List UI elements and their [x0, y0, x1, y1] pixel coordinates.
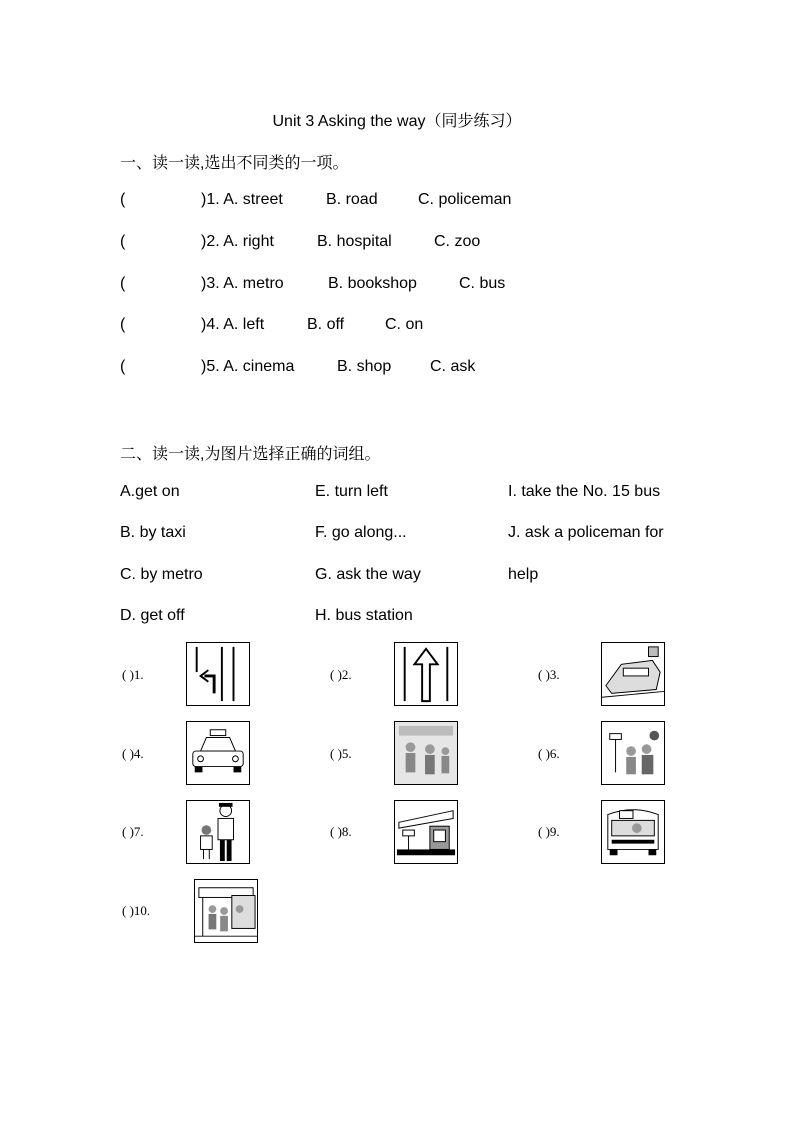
- picture-label[interactable]: ( )9.: [538, 824, 560, 839]
- phrase-option: C. by metro: [120, 566, 203, 583]
- picture-label[interactable]: ( )6.: [538, 746, 560, 761]
- question-option-a: )1. A. street: [201, 191, 283, 208]
- section2-heading: 二、读一读,为图片选择正确的词组。: [120, 446, 381, 463]
- phrase-option: F. go along...: [315, 524, 407, 541]
- phrase-option: A.get on: [120, 483, 180, 500]
- question-option-b: B. hospital: [317, 233, 392, 250]
- question-option-c: C. on: [385, 316, 424, 333]
- question-option-b: B. road: [326, 191, 378, 208]
- bus-station-image: [394, 800, 458, 864]
- phrase-option: help: [508, 566, 539, 583]
- phrase-option: H. bus station: [315, 607, 413, 624]
- phrase-option: J. ask a policeman for: [508, 524, 664, 541]
- question-option-c: C. zoo: [434, 233, 481, 250]
- question-option-a: )5. A. cinema: [201, 358, 295, 375]
- answer-paren[interactable]: (: [120, 275, 126, 292]
- answer-paren[interactable]: (: [120, 358, 126, 375]
- ask-the-way-image: [601, 721, 665, 785]
- section1-heading: 一、读一读,选出不同类的一项。: [120, 155, 349, 172]
- number-bus-image: [601, 800, 665, 864]
- taxi-image: [186, 721, 250, 785]
- phrase-option: B. by taxi: [120, 524, 186, 541]
- picture-label[interactable]: ( )4.: [122, 746, 144, 761]
- bus-passengers-image: [394, 721, 458, 785]
- question-option-c: C. ask: [430, 358, 476, 375]
- answer-paren[interactable]: (: [120, 191, 126, 208]
- picture-label[interactable]: ( )5.: [330, 746, 352, 761]
- picture-label[interactable]: ( )2.: [330, 667, 352, 682]
- page-title: Unit 3 Asking the way（同步练习）: [272, 113, 522, 130]
- question-option-c: C. bus: [459, 275, 506, 292]
- question-option-a: )3. A. metro: [201, 275, 284, 292]
- picture-label[interactable]: ( )8.: [330, 824, 352, 839]
- metro-train-image: [601, 642, 665, 706]
- question-option-a: )4. A. left: [201, 316, 265, 333]
- picture-label[interactable]: ( )1.: [122, 667, 144, 682]
- phrase-option: I. take the No. 15 bus: [508, 483, 661, 500]
- go-along-arrow-image: [394, 642, 458, 706]
- phrase-option: D. get off: [120, 607, 185, 624]
- question-option-a: )2. A. right: [201, 233, 274, 250]
- picture-label[interactable]: ( )3.: [538, 667, 560, 682]
- answer-paren[interactable]: (: [120, 316, 126, 333]
- question-option-c: C. policeman: [418, 191, 512, 208]
- question-option-b: B. shop: [337, 358, 392, 375]
- phrase-option: E. turn left: [315, 483, 388, 500]
- crowd-at-bus-image: [194, 879, 258, 943]
- picture-label[interactable]: ( )7.: [122, 824, 144, 839]
- picture-label[interactable]: ( )10.: [122, 903, 151, 918]
- turn-left-sign-image: [186, 642, 250, 706]
- question-option-b: B. off: [307, 316, 345, 333]
- answer-paren[interactable]: (: [120, 233, 126, 250]
- question-option-b: B. bookshop: [328, 275, 417, 292]
- policeman-image: [186, 800, 250, 864]
- phrase-option: G. ask the way: [315, 566, 421, 583]
